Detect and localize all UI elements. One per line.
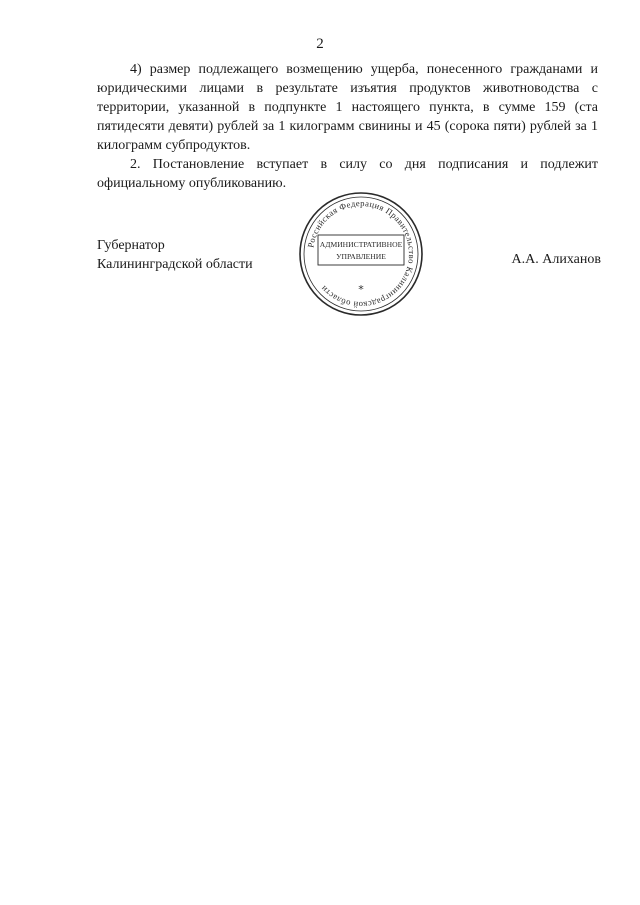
document-body xyxy=(97,60,598,193)
stamp-outer-text: Российская Федерация Правительство Калининградской области xyxy=(305,197,418,311)
stamp-center-line2: УПРАВЛЕНИЕ xyxy=(336,252,386,261)
paragraph-entry-into-force: 2. Постановление вступает в силу со дня подписания и подлежит официальному опубликованию. xyxy=(97,157,598,191)
signatory-title xyxy=(97,236,253,274)
signatory-title-line2: Калининградской области xyxy=(97,257,253,272)
stamp-center-line1: АДМИНИСТРАТИВНОЕ xyxy=(319,240,403,249)
page-number: 2 xyxy=(316,36,324,52)
paragraph-damage-compensation: 4) размер подлежащего возмещению ущерба, понесенного гражданами и юридическими лицами в результате изъятия продуктов животноводства с территории, указанной в подпункте 1 настоящего пункта, в сумме 159 (ста пятидесяти девяти) рублей за 1 килограмм свинины и 45 (сорока пяти) рублей за 1 килограмм субпродуктов. xyxy=(97,62,598,153)
stamp-star-icon: * xyxy=(358,283,364,296)
official-stamp xyxy=(298,191,424,317)
signatory-name: А.А. Алиханов xyxy=(511,252,601,267)
signatory-title-line1: Губернатор xyxy=(97,238,165,253)
